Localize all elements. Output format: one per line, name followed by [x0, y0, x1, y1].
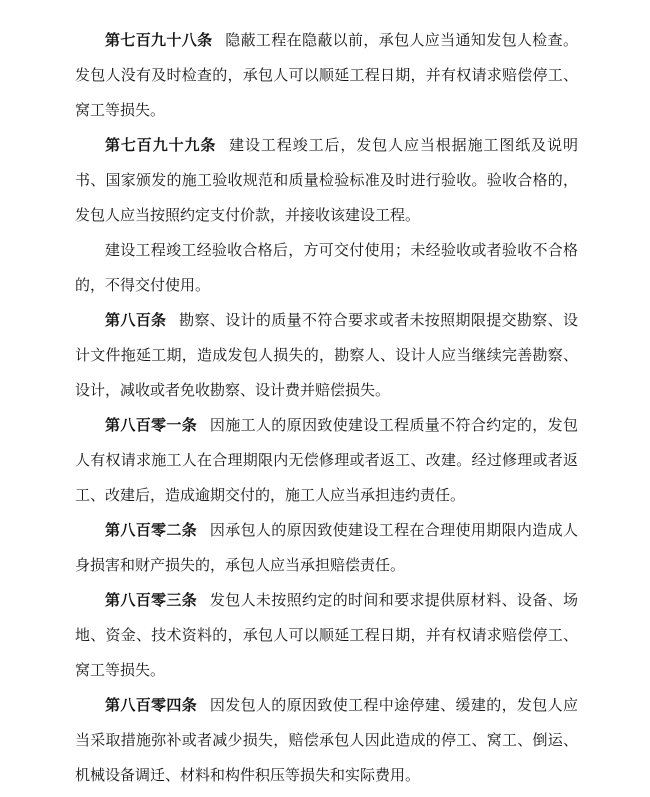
- article-text: 建设工程竣工经验收合格后，方可交付使用；未经验收或者验收不合格的，不得交付使用。: [75, 243, 578, 294]
- article-number: 第七百九十九条: [105, 138, 217, 154]
- article-number: 第八百零三条: [105, 593, 198, 609]
- article-number: 第八百条: [105, 313, 167, 329]
- article-text: 勘察、设计的质量不符合要求或者未按照期限提交勘察、设计文件拖延工期，造成发包人损失的，勘察人、设计人应当继续完善勘察、设计，减收或者免收勘察、设计费并赔偿损失。: [75, 313, 578, 399]
- article-text: 隐蔽工程在隐蔽以前，承包人应当通知发包人检查。发包人没有及时检查的，承包人可以顺延工程日期，并有权请求赔偿停工、窝工等损失。: [75, 33, 578, 119]
- article-paragraph: [75, 129, 578, 234]
- article-paragraph: [75, 514, 578, 584]
- article-text: 建设工程竣工后，发包人应当根据施工图纸及说明书、国家颁发的施工验收规范和质量检验标准及时进行验收。验收合格的，发包人应当按照约定支付价款，并接收该建设工程。: [75, 138, 578, 224]
- article-text: 因施工人的原因致使建设工程质量不符合约定的，发包人有权请求施工人在合理期限内无偿修理或者返工、改建。经过修理或者返工、改建后，造成逾期交付的，施工人应当承担违约责任。: [75, 418, 578, 504]
- article-number: 第八百零二条: [105, 523, 198, 539]
- article-text: 因承包人的原因致使建设工程在合理使用期限内造成人身损害和财产损失的，承包人应当承担赔偿责任。: [75, 523, 578, 574]
- article-number: 第八百零一条: [105, 418, 198, 434]
- article-paragraph: [75, 409, 578, 514]
- article-paragraph: [75, 304, 578, 409]
- article-paragraph: [75, 24, 578, 129]
- article-paragraph: [75, 234, 578, 304]
- article-text: 发包人未按照约定的时间和要求提供原材料、设备、场地、资金、技术资料的，承包人可以顺延工程日期，并有权请求赔偿停工、窝工等损失。: [75, 593, 578, 679]
- article-text: 因发包人的原因致使工程中途停建、缓建的，发包人应当采取措施弥补或者减少损失，赔偿承包人因此造成的停工、窝工、倒运、机械设备调迁、材料和构件积压等损失和实际费用。: [75, 698, 578, 784]
- article-paragraph: [75, 584, 578, 689]
- article-paragraph: [75, 689, 578, 794]
- article-number: 第七百九十八条: [105, 33, 213, 49]
- article-number: 第八百零四条: [105, 698, 198, 714]
